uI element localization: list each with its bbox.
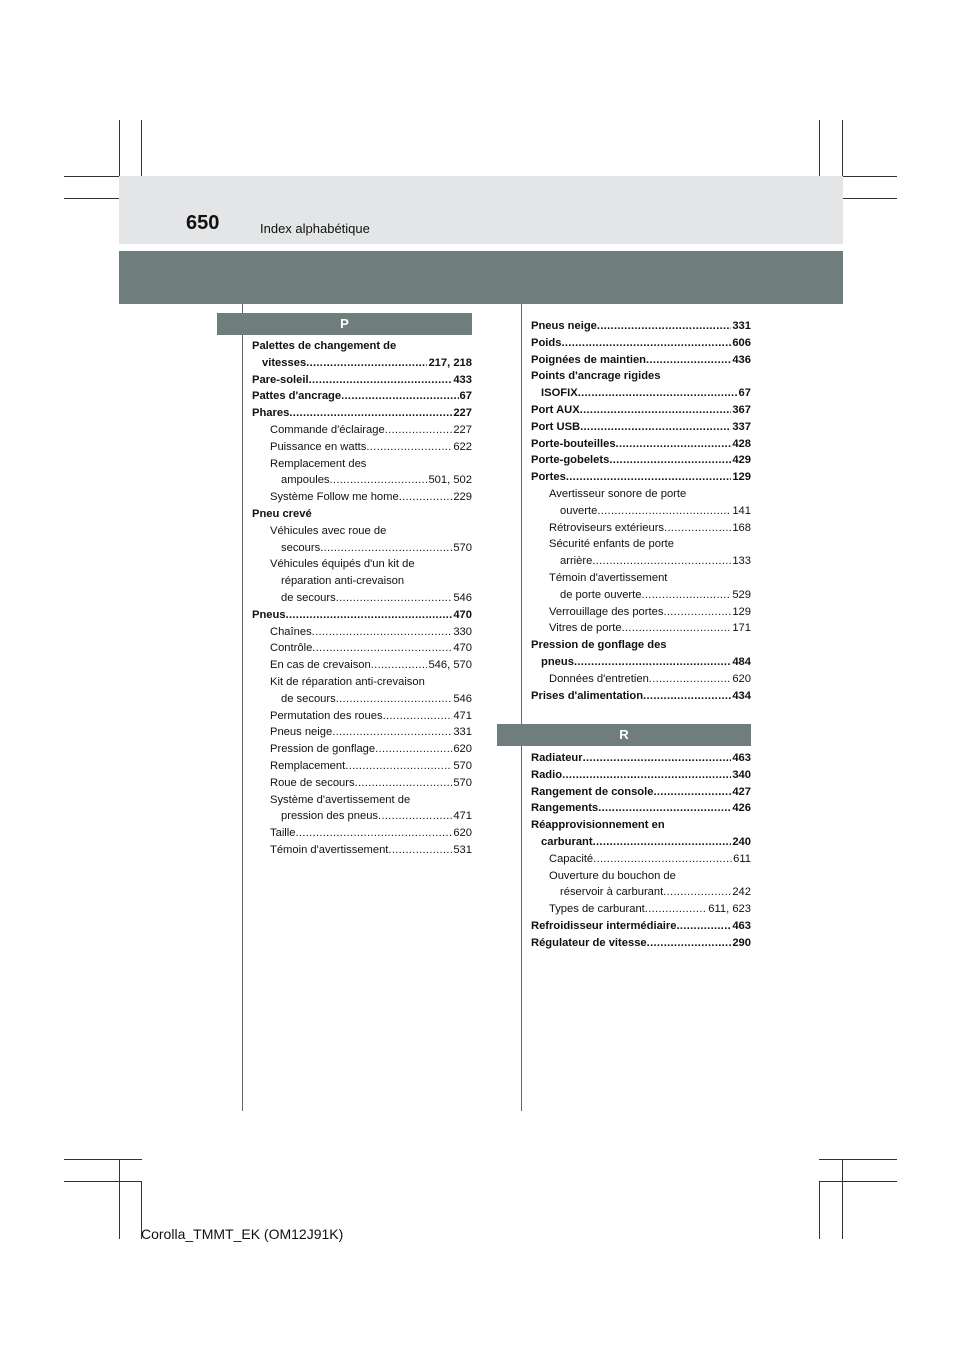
- index-subentry: Roue de secours ..... 570: [252, 775, 472, 792]
- page-ref: 129: [732, 471, 751, 484]
- index-entry: Rangements ..... 426: [531, 800, 751, 817]
- index-subentry: de secours ..... 546: [252, 590, 472, 607]
- page-ref: 67: [459, 390, 472, 403]
- index-subentry: secours ..... 570: [252, 540, 472, 557]
- index-entry: vitesses ..... 217, 218: [252, 355, 472, 372]
- index-subentry: de secours ..... 546: [252, 691, 472, 708]
- page-ref: 471: [453, 709, 472, 722]
- crop-mark: [819, 1181, 820, 1239]
- page-ref: 240: [732, 835, 751, 848]
- index-subentry: réservoir à carburant ..... 242: [531, 884, 751, 901]
- page-ref: 470: [453, 608, 472, 621]
- index-entry: Palettes de changement de: [252, 340, 397, 352]
- page-ref: 227: [453, 407, 472, 420]
- index-subentry: Véhicules avec roue de: [270, 524, 387, 537]
- index-entry: pneus ..... 484: [531, 654, 751, 671]
- index-subentry: Permutation des roues ..... 471: [252, 708, 472, 725]
- page-ref: 217, 218: [428, 356, 472, 369]
- index-entry: Radiateur ..... 463: [531, 750, 751, 767]
- index-entry: Points d'ancrage rigides: [531, 370, 661, 383]
- index-subentry: arrière ..... 133: [531, 553, 751, 570]
- index-subentry: pression des pneus ..... 471: [252, 808, 472, 825]
- page-ref: 229: [453, 491, 472, 504]
- index-subentry: Verrouillage des portes ..... 129: [531, 604, 751, 621]
- page-ref: 436: [732, 353, 751, 366]
- page-ref: 606: [732, 336, 751, 349]
- index-subentry: Rétroviseurs extérieurs ..... 168: [531, 520, 751, 537]
- page-ref: 570: [453, 541, 472, 554]
- page-ref: 433: [453, 373, 472, 386]
- index-entry: Pression de gonflage des: [531, 639, 667, 652]
- crop-mark: [64, 1181, 142, 1182]
- index-column-left: [252, 338, 472, 859]
- page-ref: 171: [732, 622, 751, 635]
- crop-mark: [819, 1159, 897, 1160]
- index-entry: Rangement de console ..... 427: [531, 784, 751, 801]
- index-subentry: Données d'entretien ..... 620: [531, 671, 751, 688]
- index-subentry: Ouverture du bouchon de: [549, 869, 676, 882]
- page-ref: 611: [733, 852, 751, 865]
- crop-mark: [819, 1181, 897, 1182]
- crop-mark: [64, 1159, 142, 1160]
- section-title: Index alphabétique: [260, 221, 370, 236]
- page-ref: 367: [732, 403, 751, 416]
- index-subentry: Capacité ..... 611: [531, 851, 751, 868]
- page-ref: 330: [453, 625, 472, 638]
- index-subentry: Témoin d'avertissement: [549, 571, 668, 584]
- page-ref: 484: [732, 655, 751, 668]
- page-ref: 242: [732, 886, 751, 899]
- page-ref: 227: [453, 423, 472, 436]
- index-subentry: Pression de gonflage ..... 620: [252, 741, 472, 758]
- index-entry: Port USB ..... 337: [531, 419, 751, 436]
- page-ref: 546: [453, 692, 472, 705]
- page-ref: 331: [453, 726, 472, 739]
- page-ref: 133: [732, 555, 751, 568]
- page-ref: 620: [453, 743, 472, 756]
- index-entry: Prises d'alimentation ..... 434: [531, 688, 751, 705]
- header-bar: [119, 176, 843, 244]
- index-subentry: Puissance en watts ..... 622: [252, 439, 472, 456]
- page-ref: 463: [732, 919, 751, 932]
- crop-mark: [842, 1159, 843, 1239]
- page-ref: 67: [738, 387, 751, 400]
- page-ref: 428: [732, 437, 751, 450]
- index-subentry: Taille ..... 620: [252, 825, 472, 842]
- page-ref: 290: [732, 936, 751, 949]
- index-entry: Pneus ..... 470: [252, 607, 472, 624]
- index-entry: Refroidisseur intermédiaire ..... 463: [531, 918, 751, 935]
- column-rule: [521, 304, 522, 1111]
- index-subentry: réparation anti-crevaison: [281, 575, 405, 588]
- index-subentry: En cas de crevaison ..... 546, 570: [252, 657, 472, 674]
- page-ref: 337: [732, 420, 751, 433]
- column-rule: [242, 304, 243, 1111]
- index-subentry: Véhicules équipés d'un kit de: [270, 558, 415, 571]
- index-subentry: Avertisseur sonore de porte: [549, 487, 687, 500]
- page-ref: 531: [453, 843, 472, 856]
- index-entry: Phares ..... 227: [252, 405, 472, 422]
- index-entry: Régulateur de vitesse ..... 290: [531, 935, 751, 952]
- index-subentry: Remplacement ..... 570: [252, 758, 472, 775]
- page-ref: 471: [453, 810, 472, 823]
- index-subentry: Kit de réparation anti-crevaison: [270, 675, 425, 688]
- page-ref: 620: [453, 827, 472, 840]
- letter-heading-p: P: [217, 313, 472, 335]
- page-ref: 501, 502: [428, 474, 472, 487]
- page-ref: 470: [453, 642, 472, 655]
- index-entry: Pneu crevé: [252, 507, 312, 520]
- index-subentry: Système d'avertissement de: [270, 793, 411, 806]
- index-subentry: Sécurité enfants de porte: [549, 538, 675, 551]
- page-ref: 529: [732, 588, 751, 601]
- page-ref: 570: [453, 759, 472, 772]
- page-number: 650: [186, 212, 220, 234]
- index-subentry: Remplacement des: [270, 457, 367, 470]
- index-subentry: ampoules ..... 501, 502: [252, 472, 472, 489]
- index-subentry: Pneus neige ..... 331: [252, 724, 472, 741]
- index-subentry: Témoin d'avertissement ..... 531: [252, 842, 472, 859]
- index-subentry: Types de carburant ..... 611, 623: [531, 901, 751, 918]
- index-entry: Radio ..... 340: [531, 767, 751, 784]
- crop-mark: [119, 1159, 120, 1239]
- index-entry: Port AUX ..... 367: [531, 402, 751, 419]
- index-entry: Porte-bouteilles ..... 428: [531, 436, 751, 453]
- index-subentry: Commande d'éclairage ..... 227: [252, 422, 472, 439]
- page-ref: 427: [732, 785, 751, 798]
- document-footer: Corolla_TMMT_EK (OM12J91K): [141, 1226, 344, 1242]
- index-entry: Portes ..... 129: [531, 469, 751, 486]
- header-band: [119, 251, 843, 304]
- page-ref: 546, 570: [428, 659, 472, 672]
- page-ref: 141: [732, 504, 751, 517]
- index-subentry: Chaînes ..... 330: [252, 624, 472, 641]
- index-column-right: [531, 318, 751, 704]
- letter-heading-r: R: [497, 724, 751, 746]
- page-ref: 429: [732, 454, 751, 467]
- index-subentry: Contrôle ..... 470: [252, 640, 472, 657]
- page-ref: 611, 623: [708, 903, 751, 916]
- index-entry: Porte-gobelets ..... 429: [531, 452, 751, 469]
- page-ref: 434: [732, 689, 751, 702]
- page-ref: 570: [453, 776, 472, 789]
- index-entry: Pare-soleil ..... 433: [252, 372, 472, 389]
- index-entry: Pattes d'ancrage ..... 67: [252, 388, 472, 405]
- index-entry: Réapprovisionnement en: [531, 819, 665, 832]
- index-column-right-r: [531, 750, 751, 952]
- index-subentry: ouverte ..... 141: [531, 503, 751, 520]
- page-ref: 622: [453, 440, 472, 453]
- page-ref: 129: [732, 605, 751, 618]
- index-entry: carburant ..... 240: [531, 834, 751, 851]
- index-subentry: Vitres de porte ..... 171: [531, 620, 751, 637]
- index-subentry: de porte ouverte ..... 529: [531, 587, 751, 604]
- index-entry: Pneus neige ..... 331: [531, 318, 751, 335]
- page-ref: 463: [732, 752, 751, 764]
- page-ref: 168: [732, 521, 751, 534]
- page-ref: 546: [453, 591, 472, 604]
- index-entry: ISOFIX ..... 67: [531, 385, 751, 402]
- index-entry: Poids ..... 606: [531, 335, 751, 352]
- page-ref: 340: [732, 768, 751, 781]
- index-subentry: Système Follow me home ..... 229: [252, 489, 472, 506]
- index-entry: Poignées de maintien ..... 436: [531, 352, 751, 369]
- page-ref: 426: [732, 802, 751, 815]
- page-ref: 331: [732, 320, 751, 332]
- page-ref: 620: [732, 672, 751, 685]
